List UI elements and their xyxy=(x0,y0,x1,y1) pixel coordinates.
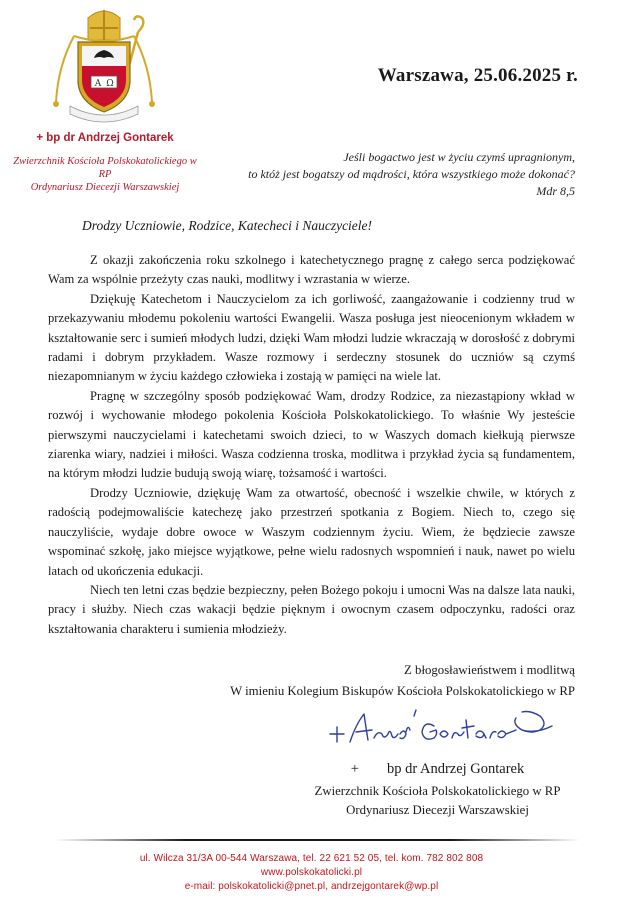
footer-website-link[interactable]: www.polskokatolicki.pl xyxy=(260,867,363,878)
letter-greeting: Drodzy Uczniowie, Rodzice, Katecheci i Nauczyciele! xyxy=(82,218,373,233)
closing-on-behalf: W imieniu Kolegium Biskupów Kościoła Polskokatolickiego w RP xyxy=(230,684,575,698)
letter-date: Warszawa, 25.06.2025 r. xyxy=(377,65,578,86)
scripture-quote xyxy=(155,149,575,200)
letter-paragraph: Dziękuję Katechetom i Nauczycielom za ich gorliwość, zaangażowanie i codzienny trud w przekazywaniu młodemu pokoleniu wartości Ewangelii. Wasza posługa jest nieocenionym wkładem w kształtowanie serc i sumień młodych ludzi, dzięki Wam młodzi ludzie wkraczają w dorosłość z dobrymi radami i dobrym przykładem. Wasze rozmowy i serdeczny stosunek do uczniów są czymś niezapomnianym w życiu każdego człowieka i zostają w pamięci na wiele lat. xyxy=(48,291,575,384)
quote-line: Jeśli bogactwo jest w życiu czymś upragnionym, xyxy=(343,150,575,164)
bishop-title-line: Zwierzchnik Kościoła Polskokatolickiego w RP xyxy=(13,156,197,180)
letterhead-footer xyxy=(0,852,623,894)
signer-block xyxy=(300,760,575,820)
omega-letter: Ω xyxy=(106,79,114,89)
quote-line: to któż jest bogatszy od mądrości, która wszystkiego może dokonać? xyxy=(248,167,575,181)
letter-paragraph: Niech ten letni czas będzie bezpieczny, pełen Bożego pokoju i umocni Was na dalsze lata nauki, pracy i służby. Niech czas wakacji będzie pięknym i owocnym czasem odpoczynku, radości oraz kształtowania charakteru i sumienia młodzieży. xyxy=(48,582,575,636)
footer-divider xyxy=(55,839,580,841)
bishop-name: + bp dr Andrzej Gontarek xyxy=(36,132,174,144)
signer-name-line xyxy=(300,760,575,779)
signer-title: Zwierzchnik Kościoła Polskokatolickiego w RP xyxy=(314,784,561,798)
letter-paragraph: Z okazji zakończenia roku szkolnego i katechetycznego pragnę z całego serca podziękować Wam za wspólnie przeżyty czas nauki, modlitwy i wzrastania w wierze. xyxy=(48,253,575,287)
bishop-title-line: Ordynariusz Diecezji Warszawskiej xyxy=(30,182,180,193)
footer-address: ul. Wilcza 31/3A 00-544 Warszawa, tel. 22 621 52 05, tel. kom. 782 802 808 xyxy=(139,853,484,864)
letter-paragraph: Drodzy Uczniowie, dziękuję Wam za otwartość, obecność i wszelkie chwile, w których z radością podejmowaliście katechezę jako przestrzeń spotkania z Bogiem. Niech to, czego się nauczyliście, wydaje dobre owoce w Waszym codziennym życiu. Wiem, że będziecie zawsze wspominać szkołę, jako miejsce wyjątkowe, pełne wielu radosnych wspomnień i nauk, nawet po wielu latach od ukończenia edukacji. xyxy=(48,485,575,578)
handwritten-signature-icon xyxy=(326,700,556,752)
letter-body xyxy=(48,251,575,639)
letter-paragraph: Pragnę w szczególny sposób podziękować Wam, drodzy Rodzice, za niezastąpiony wkład w rozwój i wychowanie młodego pokolenia Kościoła Polskokatolickiego. To właśnie Wy jesteście pierwszymi nauczycielami i katechetami swoich dzieci, to w Waszych domach kiełkują pierwsze ziarenka wiary, nadziei i miłości. Wasza codzienna troska, modlitwa i przykład życia są fundamentem, na którym młodzi ludzie budują swoją wiarę, tożsamość i wartości. xyxy=(48,388,575,481)
closing-blessing: Z błogosławieństwem i modlitwą xyxy=(404,663,575,677)
episcopal-coat-of-arms-icon xyxy=(50,6,158,124)
signer-title: Ordynariusz Diecezji Warszawskiej xyxy=(346,803,529,817)
signer-name: bp dr Andrzej Gontarek xyxy=(386,761,525,777)
footer-email[interactable]: e-mail: polskokatolicki@pnet.pl, andrzejgontarek@wp.pl xyxy=(184,881,439,892)
cross-icon: + xyxy=(350,761,359,777)
alpha-letter: A xyxy=(94,79,102,89)
letter-closing xyxy=(230,660,575,702)
quote-reference: Mdr 8,5 xyxy=(536,184,575,198)
